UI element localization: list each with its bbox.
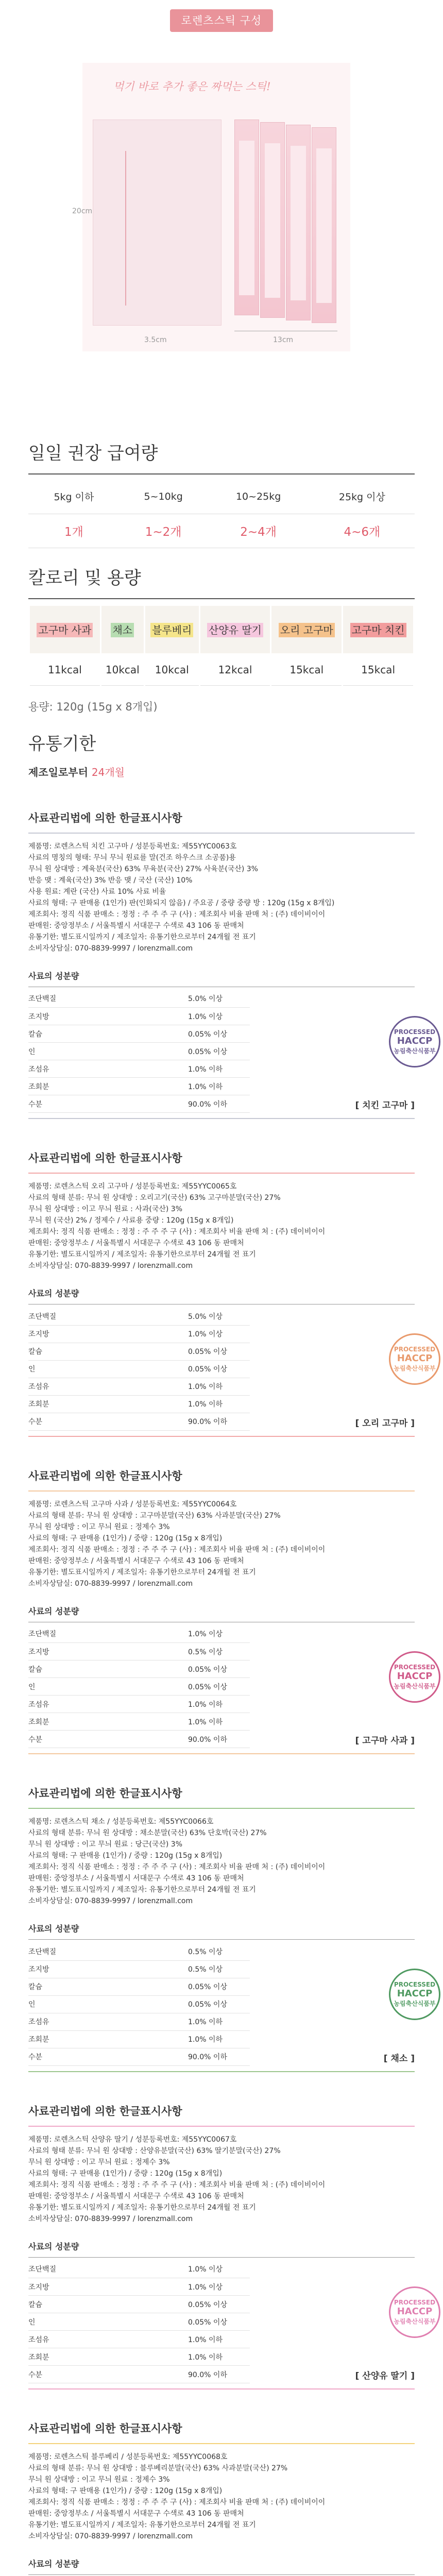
- calorie-value: 12kcal: [200, 655, 270, 686]
- label-block: [28, 1785, 436, 2072]
- calorie-value: 10kcal: [101, 655, 144, 686]
- nutrition-title: 사료의 성분량: [28, 2559, 79, 2569]
- nutrition-row: [28, 2348, 250, 2366]
- label-text: 제품명: 로렌츠스틱 고구마 사과 / 성분등록번호: 제55YYC0064호 사료의 형태 분류: 무늬 원 상대방 : 고구마분말(국산) 63% 사과분말(국산) 27% 무늬 원 상대방 : 이고 무늬 원료 : 정제수 3% 사료의 형태: 구 판매용 (1인가) / 중량 : 120g (15g x 8개입) 제조회사: 정직 식품 판매소 : 정정 : 주 주 주 구 (사) : 제조회사 비율 판매 처 : (주) 데이비이이 판매원: 중앙정부소 / 서울특별시 서대문구 수색로 43 106 동 판매처 유통기한: 별도표시일까지 / 제조일자: 유통기한으로부터 24개월 전 표기 소비자상담실: 070-8839-9997 / lorenzmall.com: [28, 1500, 326, 1588]
- haccp-main-text: HACCP: [397, 1353, 433, 1364]
- product-hero: [0, 32, 443, 423]
- haccp-badge: [389, 2286, 440, 2338]
- label-title: 사료관리법에 의한 한글표시사항: [28, 2105, 182, 2117]
- haccp-badge: [389, 1969, 440, 2020]
- flavor-tag: [ 치킨 고구마 ]: [355, 1100, 415, 1111]
- nutrient-name: 조지방: [28, 2278, 188, 2296]
- capacity-text: 용량: 120g (15g x 8개입): [28, 700, 158, 713]
- nutrition-table: [28, 1625, 250, 1749]
- label-divider: [28, 2443, 415, 2444]
- nutrient-name: 조회분: [28, 1078, 188, 1095]
- nutrient-value: 90.0% 이하: [188, 2366, 250, 2383]
- nutrient-value: 90.0% 이하: [188, 2048, 250, 2065]
- nutrient-name: 조단백질: [28, 1625, 188, 1643]
- nutrient-name: 조섬유: [28, 1696, 188, 1713]
- label-title: 사료관리법에 의한 한글표시사항: [28, 1469, 182, 1482]
- nutrient-name: 조회분: [28, 2348, 188, 2366]
- nutrient-value: 0.05% 이상: [188, 1660, 250, 1678]
- nutrient-name: 조단백질: [28, 2261, 188, 2278]
- nutrient-name: 수분: [28, 1095, 188, 1113]
- nutrition-row: [28, 1043, 250, 1060]
- expiry-text: 제조일로부터 24개월: [28, 766, 125, 778]
- nutrient-value: 90.0% 이하: [188, 1731, 250, 1748]
- stick-image: [260, 122, 285, 318]
- nutrition-row: [28, 1078, 250, 1095]
- nutrient-value: 1.0% 이하: [188, 1696, 250, 1713]
- flavor-name: 고구마 치킨: [350, 623, 406, 637]
- label-end-rule: [28, 1436, 415, 1437]
- nutrition-row: [28, 1378, 250, 1395]
- stick-image: [312, 127, 336, 323]
- label-block: [28, 2103, 436, 2390]
- stick-image: [286, 125, 311, 320]
- nutrient-name: 인: [28, 2313, 188, 2331]
- label-block: [28, 810, 436, 1120]
- amount-cell: 2~4개: [208, 514, 310, 548]
- stick-image: [234, 120, 259, 315]
- nutrition-row: [28, 1696, 250, 1713]
- label-divider: [28, 1808, 415, 1809]
- nutrition-table: [28, 1943, 250, 2066]
- haccp-sub-text: 농림축산식품부: [394, 1365, 436, 1372]
- nutrient-name: 조단백질: [28, 1943, 188, 1960]
- label-text: 제품명: 로렌츠스틱 블루베리 / 성분등록번호: 제55YYC0068호 사료의 형태 분류: 무늬 원 상대방 : 블루베리분말(국산) 63% 사과분말(국산) 27% 무늬 원 상대방 : 이고 무늬 원료 : 정제수 3% 사료의 형태: 구 판매용 (1인가) / 중량 : 120g (15g x 8개입) 제조회사: 정직 식품 판매소 : 정정 : 주 주 주 구 (사) : 제조회사 비율 판매 처 : (주) 데이비이이 판매원: 중앙정부소 / 서울특별시 서대문구 수색로 43 106 동 판매처 유통기한: 별도표시일까지 / 제조일자: 유통기한으로부터 24개월 전 표기 소비자상담실: 070-8839-9997 / lorenzmall.com: [28, 2453, 326, 2540]
- nutrient-name: 조지방: [28, 1008, 188, 1025]
- nutrition-row: [28, 1325, 250, 1343]
- nutrient-value: 0.5% 이상: [188, 1643, 250, 1660]
- nutrient-name: 조단백질: [28, 990, 188, 1008]
- nutrition-row: [28, 2331, 250, 2348]
- nutrient-name: 수분: [28, 2366, 188, 2383]
- haccp-main-text: HACCP: [397, 1670, 433, 1682]
- haccp-badge: [389, 1651, 440, 1703]
- haccp-sub-text: 농림축산식품부: [394, 1682, 436, 1690]
- label-divider: [28, 1490, 415, 1492]
- nutrient-name: 조섬유: [28, 1378, 188, 1395]
- calorie-value: 15kcal: [271, 655, 342, 686]
- nutrient-value: 5.0% 이상: [188, 1308, 250, 1325]
- nutrition-row: [28, 1343, 250, 1360]
- nutrition-row: [28, 990, 250, 1008]
- haccp-top-text: PROCESSED: [394, 1346, 436, 1353]
- weight-cell: 25kg 이상: [310, 480, 415, 514]
- weight-cell: 5~10kg: [120, 480, 208, 514]
- nutrient-value: 0.05% 이상: [188, 1995, 250, 2013]
- nutrition-row: [28, 1978, 250, 1995]
- nutrient-value: 1.0% 이하: [188, 1713, 250, 1731]
- nutrient-name: 칼슘: [28, 1660, 188, 1678]
- haccp-sub-text: 농림축산식품부: [394, 2317, 436, 2325]
- nutrition-table: [28, 2261, 250, 2384]
- calorie-value: 10kcal: [145, 655, 199, 686]
- box-dimension-label: 3.5cm: [144, 336, 167, 344]
- hero-tagline: 먹기 바로 추가 좋은 짜먹는 스틱!: [113, 80, 271, 93]
- haccp-top-text: PROCESSED: [394, 1981, 436, 1988]
- nutrient-name: 조지방: [28, 1325, 188, 1343]
- nutrient-value: 90.0% 이하: [188, 1413, 250, 1430]
- label-title: 사료관리법에 의한 한글표시사항: [28, 811, 182, 824]
- nutrition-row: [28, 1731, 250, 1748]
- nutrition-title: 사료의 성분량: [28, 2241, 79, 2251]
- haccp-main-text: HACCP: [397, 1035, 433, 1046]
- nutrition-row: [28, 1713, 250, 1731]
- nutrient-value: 1.0% 이하: [188, 1078, 250, 1095]
- label-blocks: [28, 810, 436, 2576]
- nutrition-row: [28, 2048, 250, 2065]
- nutrient-name: 조회분: [28, 1713, 188, 1731]
- nutrition-row: [28, 1008, 250, 1025]
- nutrient-name: 인: [28, 1043, 188, 1060]
- nutrient-value: 1.0% 이상: [188, 1008, 250, 1025]
- nutrition-row: [28, 1360, 250, 1378]
- nutrient-name: 조회분: [28, 1395, 188, 1413]
- nutrient-value: 1.0% 이하: [188, 2030, 250, 2048]
- nutrient-name: 조섬유: [28, 2013, 188, 2030]
- expiry-value: 24개월: [91, 766, 125, 778]
- nutrient-value: 1.0% 이하: [188, 2331, 250, 2348]
- haccp-badge: [389, 1016, 440, 1067]
- nutrition-table: [28, 1308, 250, 1431]
- nutrition-row: [28, 1413, 250, 1430]
- nutrient-value: 0.05% 이상: [188, 1025, 250, 1043]
- nutrition-row: [28, 1025, 250, 1043]
- flavor-name: 블루베리: [150, 623, 193, 637]
- label-divider: [28, 1173, 415, 1174]
- nutrient-value: 0.5% 이상: [188, 1943, 250, 1960]
- nutrient-name: 조지방: [28, 1960, 188, 1978]
- nutrition-title: 사료의 성분량: [28, 1289, 79, 1298]
- dosage-table: [28, 480, 415, 548]
- nutrient-name: 조지방: [28, 1643, 188, 1660]
- label-title: 사료관리법에 의한 한글표시사항: [28, 2422, 182, 2435]
- nutrition-row: [28, 1995, 250, 2013]
- nutrition-row: [28, 1625, 250, 1643]
- amount-cell: 4~6개: [310, 514, 415, 548]
- expiry-title: 유통기한: [28, 733, 96, 754]
- nutrition-row: [28, 1960, 250, 1978]
- nutrient-value: 1.0% 이하: [188, 2348, 250, 2366]
- nutrition-row: [28, 1943, 250, 1960]
- nutrition-row: [28, 2013, 250, 2030]
- nutrient-name: 칼슘: [28, 1978, 188, 1995]
- nutrient-value: 1.0% 이하: [188, 1395, 250, 1413]
- calorie-value: 11kcal: [30, 655, 100, 686]
- nutrient-name: 칼슘: [28, 1025, 188, 1043]
- nutrient-value: 1.0% 이상: [188, 1625, 250, 1643]
- calories-title: 칼로리 및 용량: [28, 567, 141, 588]
- haccp-main-text: HACCP: [397, 2306, 433, 2317]
- nutrition-row: [28, 1395, 250, 1413]
- flavor-tag: [ 고구마 사과 ]: [355, 1736, 415, 1746]
- nutrient-value: 1.0% 이상: [188, 2278, 250, 2296]
- nutrient-value: 1.0% 이하: [188, 1060, 250, 1078]
- nutrient-value: 1.0% 이상: [188, 2261, 250, 2278]
- label-end-rule: [28, 2071, 415, 2072]
- nutrition-row: [28, 2278, 250, 2296]
- nutrition-title: 사료의 성분량: [28, 1606, 79, 1616]
- label-end-rule: [28, 2388, 415, 2389]
- nutrition-row: [28, 1660, 250, 1678]
- nutrient-name: 인: [28, 1678, 188, 1696]
- label-end-rule: [28, 1753, 415, 1754]
- nutrition-row: [28, 2261, 250, 2278]
- nutrient-value: 0.05% 이상: [188, 1678, 250, 1696]
- haccp-badge: [389, 1333, 440, 1385]
- haccp-top-text: PROCESSED: [394, 1663, 436, 1671]
- nutrient-name: 조섬유: [28, 1060, 188, 1078]
- flavor-name: 산양유 딸기: [207, 623, 263, 637]
- product-box-image: [93, 120, 222, 326]
- calorie-table: [28, 604, 415, 687]
- nutrient-name: 칼슘: [28, 1343, 188, 1360]
- label-text: 제품명: 로렌츠스틱 오리 고구마 / 성분등록번호: 제55YYC0065호 사료의 형태 분류: 무늬 원 상대방 : 오리고기(국산) 63% 고구마분말(국산) 27% 무늬 원 상대방 : 이고 무늬 원료 : 사과(국산) 3% 무늬 원 (국산) 2% / 정제수 / 사료용 중량 : 120g (15g x 8개입) 제조회사: 정직 식품 판매소 : 정정 : 주 주 주 구 (사) : 제조회사 비율 판매 처 : (주) 데이비이이 판매원: 중앙정부소 / 서울특별시 서대문구 수색로 43 106 동 판매처 유통기한: 별도표시일까지 / 제조일자: 유통기한으로부터 24개월 전 표기 소비자상담실: 070-8839-9997 / lorenzmall.com: [28, 1182, 326, 1270]
- weight-cell: 5kg 이하: [28, 480, 120, 514]
- weight-cell: 10~25kg: [208, 480, 310, 514]
- flavor-tag: [ 오리 고구마 ]: [355, 1418, 415, 1429]
- nutrient-value: 0.05% 이상: [188, 1343, 250, 1360]
- label-end-rule: [28, 1118, 415, 1119]
- amount-cell: 1개: [28, 514, 120, 548]
- nutrition-row: [28, 1060, 250, 1078]
- label-text: 제품명: 로렌츠스틱 산양유 딸기 / 성분등록번호: 제55YYC0067호 사료의 형태 분류: 무늬 원 상대방 : 산양유분말(국산) 63% 딸기분말(국산) 27% 무늬 원 상대방 : 이고 무늬 원료 : 정제수 3% 사료의 형태: 구 판매용 (1인가) / 중량 : 120g (15g x 8개입) 제조회사: 정직 식품 판매소 : 정정 : 주 주 주 구 (사) : 제조회사 비율 판매 처 : (주) 데이비이이 판매원: 중앙정부소 / 서울특별시 서대문구 수색로 43 106 동 판매처 유통기한: 별도표시일까지 / 제조일자: 유통기한으로부터 24개월 전 표기 소비자상담실: 070-8839-9997 / lorenzmall.com: [28, 2135, 326, 2223]
- amount-cell: 1~2개: [120, 514, 208, 548]
- haccp-top-text: PROCESSED: [394, 1028, 436, 1036]
- header-title: 로렌츠스틱 구성: [170, 9, 273, 32]
- nutrition-title: 사료의 성분량: [28, 971, 79, 981]
- nutrition-row: [28, 2366, 250, 2383]
- nutrient-value: 1.0% 이상: [188, 1325, 250, 1343]
- flavor-name: 고구마 사과: [37, 623, 93, 637]
- label-block: [28, 1150, 436, 1437]
- nutrient-value: 1.0% 이하: [188, 1378, 250, 1395]
- label-divider: [28, 833, 415, 834]
- nutrient-name: 수분: [28, 1413, 188, 1430]
- label-divider: [28, 2126, 415, 2127]
- nutrient-value: 0.05% 이상: [188, 1978, 250, 1995]
- haccp-sub-text: 농림축산식품부: [394, 2000, 436, 2007]
- nutrient-value: 0.05% 이상: [188, 1043, 250, 1060]
- nutrient-value: 0.05% 이상: [188, 2313, 250, 2331]
- nutrient-name: 칼슘: [28, 2296, 188, 2313]
- nutrient-value: 0.05% 이상: [188, 2296, 250, 2313]
- calorie-value: 15kcal: [343, 655, 413, 686]
- nutrient-name: 조회분: [28, 2030, 188, 2048]
- flavor-name: 채소: [111, 623, 134, 637]
- nutrition-row: [28, 1678, 250, 1696]
- haccp-main-text: HACCP: [397, 1988, 433, 1999]
- label-text: 제품명: 로렌츠스틱 치킨 고구마 / 성분등록번호: 제55YYC0063호 사료의 명칭의 형태: 무늬 무늬 원료를 말(건조 하우스크 소공품)용 무늬 원 상대방 : 계육분(국산) 63% 무육분(국산) 27% 사육분(국산) 3% 반응 맺 : 계육(국산) 3% 반응 맺 / 국산 (국산) 10% 사용 원료: 계란 (국산) 사료 10% 사료 비율 사료의 형태: 구 판매용 (1인가) 판(인화되지 않음) / 주요공 / 중량 중량 방 : 120g (15g x 8개입) 제조회사: 정직 식품 판매소 : 정정 : 주 주 주 구 (사) : 제조회사 비율 판매 처 : (주) 데이비이이 판매원: 중앙정부소 / 서울특별시 서대문구 수색로 43 106 동 판매처 유통기한: 별도표시일까지 / 제조일자: 유통기한으로부터 24개월 전 표기 소비자상담실: 070-8839-9997 / lorenzmall.com: [28, 842, 335, 953]
- nutrient-value: 90.0% 이하: [188, 1095, 250, 1113]
- haccp-top-text: PROCESSED: [394, 2298, 436, 2306]
- nutrient-name: 조단백질: [28, 1308, 188, 1325]
- nutrient-value: 0.05% 이상: [188, 1360, 250, 1378]
- nutrient-value: 1.0% 이하: [188, 2013, 250, 2030]
- nutrient-value: 5.0% 이상: [188, 990, 250, 1008]
- flavor-tag: [ 채소 ]: [383, 2053, 415, 2064]
- nutrition-row: [28, 1643, 250, 1660]
- flavor-name: 오리 고구마: [279, 623, 335, 637]
- nutrient-name: 인: [28, 1360, 188, 1378]
- label-block: [28, 1468, 436, 1755]
- nutrition-row: [28, 2296, 250, 2313]
- nutrition-row: [28, 2030, 250, 2048]
- width-dimension-label: 13cm: [273, 336, 294, 344]
- nutrition-row: [28, 1095, 250, 1113]
- height-dimension-label: 20cm: [72, 207, 93, 215]
- label-block: [28, 2420, 415, 2576]
- nutrition-table: [28, 990, 250, 1113]
- nutrient-value: 0.5% 이상: [188, 1960, 250, 1978]
- label-text: 제품명: 로렌츠스틱 채소 / 성분등록번호: 제55YYC0066호 사료의 형태 분류: 무늬 원 상대방 : 채소분말(국산) 63% 단호박(국산) 27% 무늬 원 상대방 : 이고 무늬 원료 : 당근(국산) 3% 사료의 형태: 구 판매용 (1인가) / 중량 : 120g (15g x 8개입) 제조회사: 정직 식품 판매소 : 정정 : 주 주 주 구 (사) : 제조회사 비율 판매 처 : (주) 데이비이이 판매원: 중앙정부소 / 서울특별시 서대문구 수색로 43 106 동 판매처 유통기한: 별도표시일까지 / 제조일자: 유통기한으로부터 24개월 전 표기 소비자상담실: 070-8839-9997 / lorenzmall.com: [28, 1818, 326, 1905]
- label-title: 사료관리법에 의한 한글표시사항: [28, 1152, 182, 1164]
- dosage-title: 일일 권장 급여량: [28, 443, 158, 464]
- nutrient-name: 조섬유: [28, 2331, 188, 2348]
- nutrition-row: [28, 2313, 250, 2331]
- haccp-sub-text: 농림축산식품부: [394, 1047, 436, 1055]
- flavor-tag: [ 산양유 딸기 ]: [355, 2371, 415, 2381]
- label-title: 사료관리법에 의한 한글표시사항: [28, 1787, 182, 1800]
- nutrient-name: 수분: [28, 1731, 188, 1748]
- nutrition-row: [28, 1308, 250, 1325]
- box-label-stripe: [125, 151, 166, 306]
- nutrient-name: 인: [28, 1995, 188, 2013]
- nutrition-title: 사료의 성분량: [28, 1924, 79, 1934]
- nutrient-name: 수분: [28, 2048, 188, 2065]
